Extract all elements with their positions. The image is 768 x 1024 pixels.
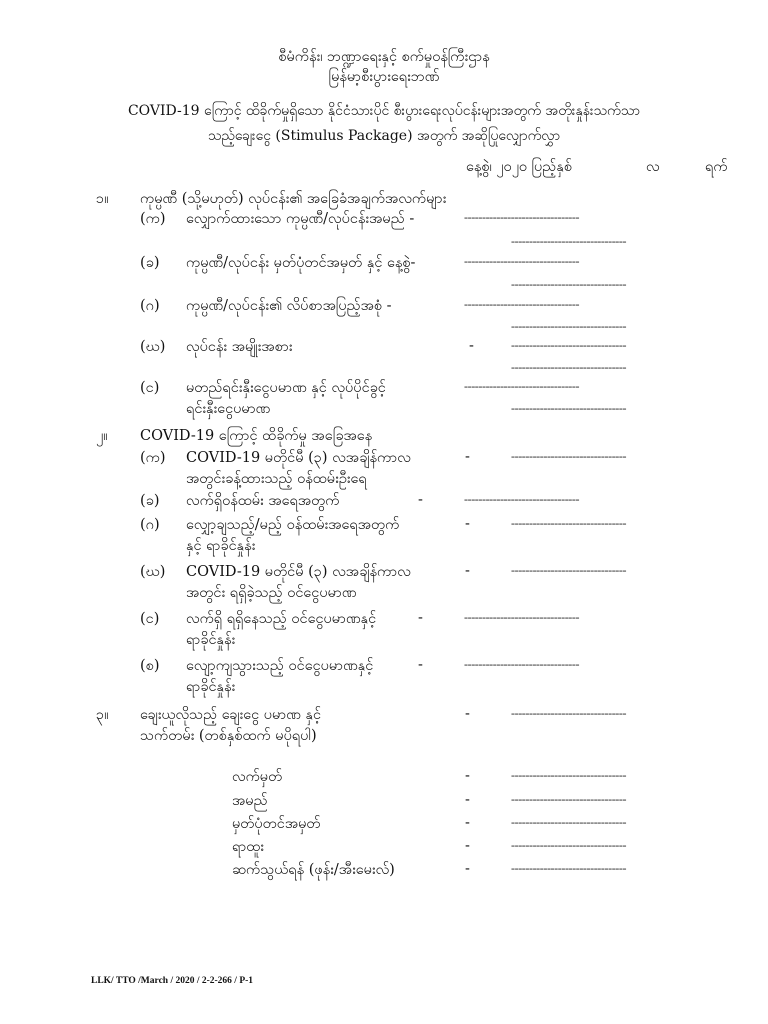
form-title-line2: သည့်ချေးငွေ (Stimulus Package) အတွက် အဆိုပြုလျှောက်လွှာ — [207, 128, 561, 144]
name-field[interactable]: -------------------------------- — [511, 792, 627, 806]
staff-before-label: COVID-19 မတိုင်မီ (၃) လအချိန်ကာလ — [186, 450, 411, 466]
footer-reference: LLK/ TTO /March / 2020 / 2-2-266 / P-1 — [91, 976, 254, 986]
staff-before-label-line2: အတွင်းခန့်ထားသည့် ဝန်ထမ်းဦးရေ — [186, 471, 367, 487]
item-marker: (င) — [140, 380, 160, 396]
ministry-name: စီမံကိန်း၊ ဘဏ္ဍာရေးနှင့် စက်မှုဝန်ကြီးဌာန — [278, 49, 490, 65]
business-type-field[interactable]: -------------------------------- — [511, 338, 627, 352]
current-income-label-line2: ရာခိုင်နှုန်း — [186, 632, 236, 648]
contact-label: ဆက်သွယ်ရန် (ဖုန်း/အီးမေးလ်) — [232, 862, 395, 878]
date-day-label: ရက် — [705, 159, 728, 175]
signature-field[interactable]: -------------------------------- — [511, 768, 627, 782]
item-marker: (ဃ) — [140, 564, 166, 580]
staff-reduced-field[interactable]: -------------------------------- — [511, 516, 627, 530]
company-name-field[interactable]: -------------------------------- — [464, 210, 580, 224]
staff-reduced-label-line2: နှင့် ရာခိုင်နှုန်း — [186, 538, 256, 554]
loan-amount-label: ချေးယူလိုသည့် ချေးငွေ ပမာဏ နှင့် — [140, 707, 321, 723]
signature-label: လက်မှတ် — [232, 769, 283, 785]
hyphen: - — [465, 449, 470, 465]
item-marker: (စ) — [140, 658, 160, 674]
address-label: ကုမ္ပဏီ/လုပ်ငန်း၏ လိပ်စာအပြည့်အစုံ - — [186, 298, 392, 314]
section2-number: ၂။ — [96, 428, 108, 444]
income-drop-label: လျော့ကျသွားသည့် ဝင်ငွေပမာဏနှင့် — [186, 658, 374, 674]
nrc-field[interactable]: -------------------------------- — [511, 815, 627, 829]
item-marker: (ခ) — [140, 493, 160, 509]
item-marker: (င) — [140, 611, 160, 627]
bank-name: မြန်မာ့စီးပွားရေးဘဏ် — [328, 69, 440, 85]
loan-term-label: သက်တမ်း (တစ်နှစ်ထက် မပိုရပါ) — [140, 728, 317, 744]
income-before-field[interactable]: -------------------------------- — [511, 563, 627, 577]
capital-field-line2[interactable]: -------------------------------- — [511, 401, 627, 415]
hyphen: - — [465, 838, 470, 854]
contact-field[interactable]: -------------------------------- — [511, 861, 627, 875]
loan-amount-field[interactable]: -------------------------------- — [511, 706, 627, 720]
current-staff-field[interactable]: -------------------------------- — [464, 492, 580, 506]
capital-label: မတည်ရင်းနှီးငွေပမာဏ နှင့် လုပ်ပိုင်ခွင့် — [186, 380, 386, 396]
item-marker: (ဃ) — [140, 339, 166, 355]
hyphen: - — [465, 768, 470, 784]
item-marker: (ဂ) — [140, 298, 160, 314]
current-staff-label: လက်ရှိဝန်ထမ်း အရေအတွက် — [186, 493, 340, 509]
address-field[interactable]: -------------------------------- — [464, 297, 580, 311]
capital-field[interactable]: -------------------------------- — [464, 379, 580, 393]
section1-number: ၁။ — [96, 191, 109, 207]
hyphen: - — [465, 792, 470, 808]
income-drop-label-line2: ရာခိုင်နှုန်း — [186, 679, 236, 695]
date-month-label: လ — [646, 159, 660, 175]
item-marker: (က) — [140, 211, 166, 227]
income-before-label: COVID-19 မတိုင်မီ (၃) လအချိန်ကာလ — [186, 564, 411, 580]
hyphen: - — [465, 706, 470, 722]
item-marker: (ဂ) — [140, 517, 160, 533]
business-type-label: လုပ်ငန်း အမျိုးအစား — [186, 339, 293, 355]
item-marker: (ခ) — [140, 255, 160, 271]
business-type-field-line2[interactable]: -------------------------------- — [511, 360, 627, 374]
form-title-line1: COVID-19 ကြောင့် ထိခိုက်မှုရှိသော နိုင်ငံသားပိုင် စီးပွားရေးလုပ်ငန်းများအတွက် အတိုးနှုန်းသက်သာ — [127, 103, 641, 119]
hyphen: - — [465, 563, 470, 579]
staff-reduced-label: လျှော့ချသည့်/မည့် ဝန်ထမ်းအရေအတွက် — [186, 517, 400, 533]
nrc-label: မှတ်ပုံတင်အမှတ် — [232, 816, 321, 832]
hyphen: - — [469, 338, 474, 354]
staff-before-field[interactable]: -------------------------------- — [511, 449, 627, 463]
position-label: ရာထူး — [232, 839, 264, 855]
address-field-line2[interactable]: -------------------------------- — [511, 319, 627, 333]
capital-label-line2: ရင်းနှီးငွေပမာဏ — [186, 401, 271, 417]
date-label: နေ့စွဲ၊ ၂၀၂၀ ပြည့်နှစ် — [466, 159, 572, 175]
registration-label: ကုမ္ပဏီ/လုပ်ငန်း မှတ်ပုံတင်အမှတ် နှင့် နေ့စွဲ- — [186, 255, 416, 271]
position-field[interactable]: -------------------------------- — [511, 838, 627, 852]
company-name-label: လျှောက်ထားသော ကုမ္ပဏီ/လုပ်ငန်းအမည် - — [186, 211, 415, 227]
hyphen: - — [465, 516, 470, 532]
section3-number: ၃။ — [96, 707, 109, 723]
item-marker: (က) — [140, 450, 166, 466]
hyphen: - — [418, 657, 423, 673]
income-before-label-line2: အတွင်း ရရှိခဲ့သည့် ဝင်ငွေပမာဏ — [186, 585, 357, 601]
hyphen: - — [465, 861, 470, 877]
section2-heading: COVID-19 ကြောင့် ထိခိုက်မှု အခြေအနေ — [140, 428, 373, 444]
registration-field-line2[interactable]: -------------------------------- — [511, 277, 627, 291]
section1-heading: ကုမ္ပဏီ (သို့မဟုတ်) လုပ်ငန်း၏ အခြေခံအချက်အလက်များ — [140, 191, 447, 207]
name-label: အမည် — [232, 793, 268, 809]
current-income-field[interactable]: -------------------------------- — [464, 610, 580, 624]
hyphen: - — [418, 492, 423, 508]
registration-field[interactable]: -------------------------------- — [464, 254, 580, 268]
income-drop-field[interactable]: -------------------------------- — [464, 657, 580, 671]
hyphen: - — [465, 815, 470, 831]
company-name-field-line2[interactable]: -------------------------------- — [511, 234, 627, 248]
current-income-label: လက်ရှိ ရရှိနေသည့် ဝင်ငွေပမာဏနှင့် — [186, 611, 377, 627]
hyphen: - — [418, 610, 423, 626]
